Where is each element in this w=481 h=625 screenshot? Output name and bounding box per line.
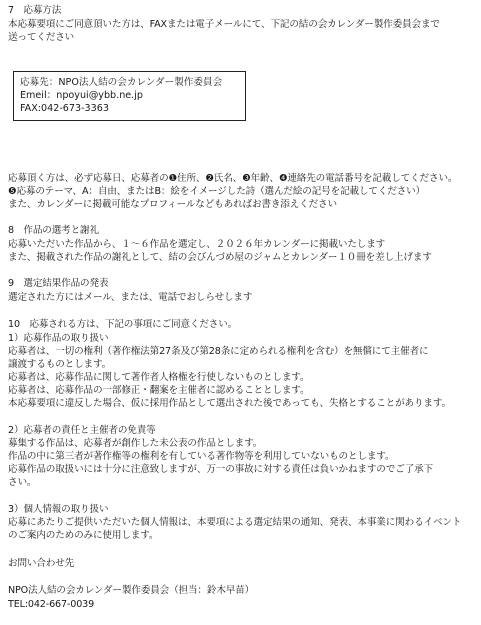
subsection-3-line-2: のご案内のためのみに使用します。 <box>8 530 159 541</box>
subsection-1-line-3: 応募者は、応募作品に関して著作者人格権を行使しないものとします。 <box>8 372 310 383</box>
section-7-intro-line-2: 送ってください <box>8 32 75 43</box>
section-8-line-2: また、掲載された作品の謝礼として、結の会びんづめ屋のジャムとカレンダー１０冊を差し上げます <box>8 252 432 263</box>
section-9-heading: 9 選定結果作品の発表 <box>8 278 109 289</box>
section-7-intro-line-1: 本応募要項にご同意頂いた方は、FAXまたは電子メールにて、下記の結の会カレンダー製作委員会まで <box>8 19 440 30</box>
subsection-1-line-2: 譲渡するものとします。 <box>8 359 112 370</box>
contact-box <box>13 71 246 121</box>
inquiry-phone: TEL:042-667-0039 <box>8 599 95 610</box>
inquiry-heading: お問い合わせ先 <box>8 558 75 569</box>
section-9-line-1: 選定された方にはメール、または、電話でおしらせします <box>8 292 253 303</box>
subsection-2-line-1: 募集する作品は、応募者が創作した未公表の作品とします。 <box>8 438 263 449</box>
contact-fax: FAX:042-673-3363 <box>20 103 109 114</box>
contact-recipient: 応募先：NPO法人結の会カレンダー製作委員会 <box>20 77 223 88</box>
inquiry-organization: NPO法人結の会カレンダー製作委員会（担当：鈴木早苗） <box>8 585 255 596</box>
details-line-2: ❺応募のテーマ、A：自由、またはB：絵をイメージした詩（選んだ絵の記号を記載してください） <box>8 186 426 197</box>
subsection-3-line-1: 応募にあたりご提供いただいた個人情報は、本要項による選定結果の通知、発表、本事業に関わるイベント <box>8 517 462 528</box>
subsection-2-line-4: さい。 <box>8 477 37 488</box>
subsection-2-line-2: 作品の中に第三者が著作権等の権利を有している著作物等を利用していないものとします。 <box>8 451 395 462</box>
subsection-1-line-4: 応募者は、応募作品の一部修正・翻案を主催者に認めることとします。 <box>8 385 310 396</box>
subsection-3-title: 3）個人情報の取り扱い <box>8 504 109 515</box>
section-7-heading: 7 応募方法 <box>8 5 62 16</box>
subsection-2-line-3: 応募作品の取扱いには十分に注意致しますが、万一の事故に対する責任は負いかねますのでご了承下 <box>8 464 433 475</box>
subsection-1-line-1: 応募者は、一切の権利（著作権法第27条及び第28条に定められる権利を含む）を無償にて主催者に <box>8 346 429 357</box>
subsection-1-title: 1）応募作品の取り扱い <box>8 333 109 344</box>
details-line-3: また、カレンダーに掲載可能なプロフィールなどもあればお書き添えください <box>8 199 337 210</box>
section-8-heading: 8 作品の選考と謝礼 <box>8 225 99 236</box>
section-8-line-1: 応募いただいた作品から、１～６作品を選定し、２０２６年カレンダーに掲載いたします <box>8 239 386 250</box>
contact-email: Emeil：npoyui@ybb.ne.jp <box>20 90 143 101</box>
section-10-heading: 10 応募される方は、下記の事項にご同意ください。 <box>8 319 238 330</box>
subsection-1-line-5: 本応募要項に違反した場合、仮に採用作品として選出された後であっても、失格とすることがあります。 <box>8 398 451 409</box>
subsection-2-title: 2）応募者の責任と主催者の免責等 <box>8 425 156 436</box>
details-line-1: 応募頂く方は、必ず応募日、応募者の❶住所、❷氏名、❸年齢、❹連絡先の電話番号を記載してください。 <box>8 173 458 184</box>
